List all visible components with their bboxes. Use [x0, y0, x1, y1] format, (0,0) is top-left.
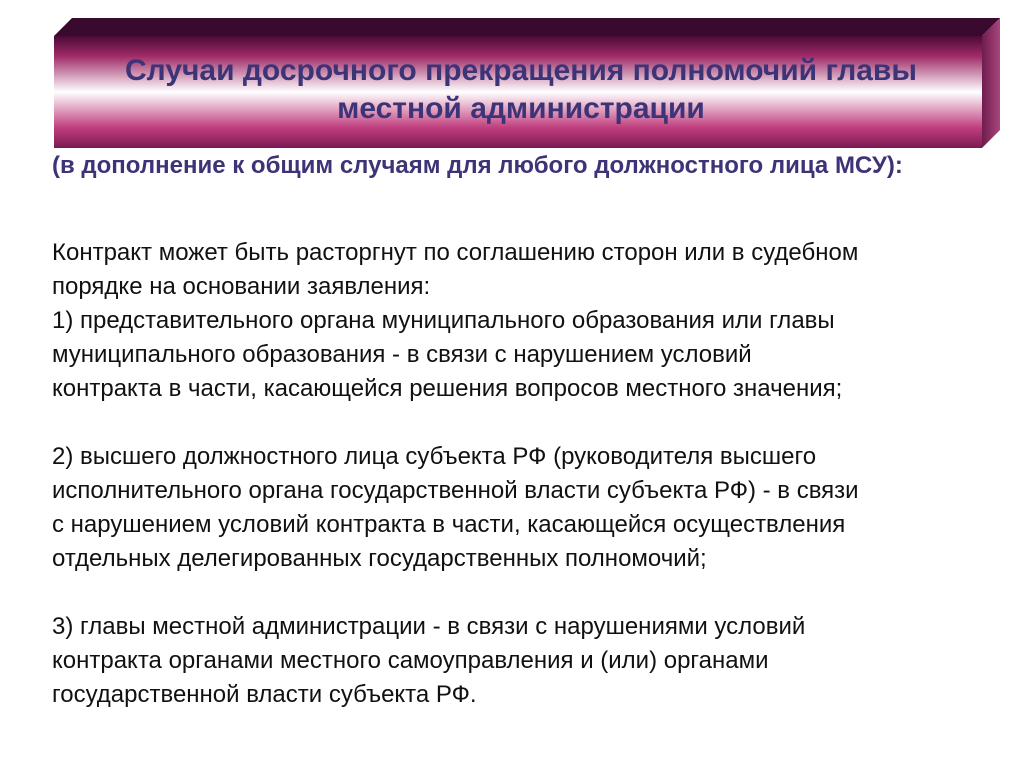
body-text [52, 236, 1010, 712]
item2-line-1: 2) высшего должностного лица субъекта РФ (руководителя высшего [52, 443, 817, 470]
item2-line-4: отдельных делегированных государственных полномочий; [52, 545, 707, 572]
item3-line-3: государственной власти субъекта РФ. [52, 681, 477, 708]
item3-line-1: 3) главы местной администрации - в связи с нарушениями условий [52, 613, 806, 640]
title-banner [0, 0, 1024, 160]
item2-line-2: исполнительного органа государственной власти субъекта РФ) - в связи [52, 477, 859, 504]
banner-top-face [54, 18, 1000, 36]
slide-title [54, 52, 988, 128]
subtitle: (в дополнение к общим случаям для любого должностного лица МСУ): [52, 152, 903, 179]
paragraph-gap [52, 576, 1010, 610]
item2-line-3: с нарушением условий контракта в части, касающейся осуществления [52, 511, 846, 538]
item1-line-2: муниципального образования - в связи с нарушением условий [52, 341, 752, 368]
slide-title-line-2: местной администрации [337, 92, 705, 125]
intro-line-1: Контракт может быть расторгнут по соглашению сторон или в судебном [52, 239, 859, 266]
item3-line-2: контракта органами местного самоуправления и (или) органами [52, 647, 769, 674]
item1-line-3: контракта в части, касающейся решения вопросов местного значения; [52, 375, 843, 402]
paragraph-gap [52, 406, 1010, 440]
slide-title-line-1: Случаи досрочного прекращения полномочий главы [125, 54, 917, 87]
item1-line-1: 1) представительного органа муниципального образования или главы [52, 307, 835, 334]
intro-line-2: порядке на основании заявления: [52, 273, 431, 300]
